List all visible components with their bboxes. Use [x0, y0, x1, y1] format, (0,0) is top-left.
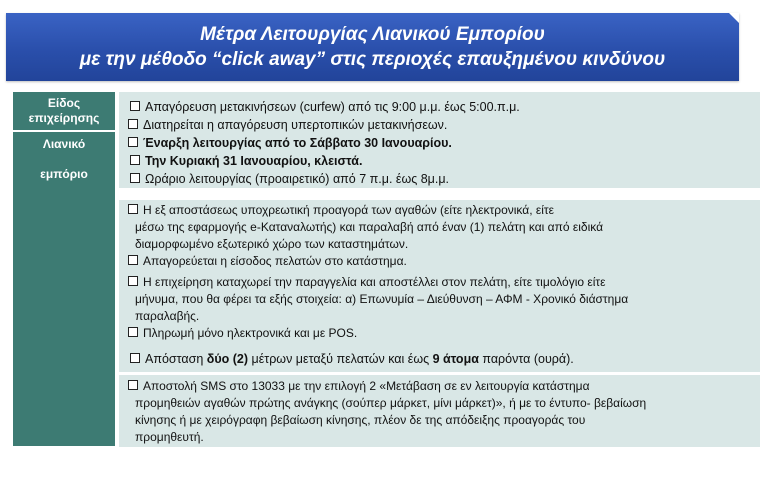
- list-item: [128, 325, 760, 342]
- item-text: Ωράριο λειτουργίας (προαιρετικό) από 7 π.μ. έως 8μ.μ.: [145, 172, 450, 186]
- checkbox-bullet-icon: [128, 119, 138, 129]
- list-item: [128, 378, 760, 395]
- category-line-1: Λιανικό: [42, 137, 86, 151]
- business-category: [13, 132, 115, 446]
- item-text: Αποστολή SMS στο 13033 με την επιλογή 2 «Μετάβαση σε εν λειτουργία κατάστημα: [143, 379, 590, 393]
- category-line-2: εμπόριο: [40, 167, 88, 181]
- measures-row-schedule: [119, 92, 760, 188]
- checkbox-bullet-icon: [128, 255, 138, 265]
- list-item: [128, 171, 760, 188]
- item-text: Η επιχείρηση καταχωρεί την παραγγελία και αποστέλλει στον πελάτη, είτε τιμολόγιο είτε: [143, 275, 606, 289]
- list-item: [128, 117, 760, 134]
- list-item-continuation: προμηθειών αγαθών πρώτης ανάγκης (σούπερ μάρκετ, μίνι μάρκετ)», ή με το έντυπο- βεβαίωση: [135, 396, 647, 410]
- distance-text-2: μέτρων μεταξύ πελατών και έως: [248, 352, 433, 366]
- checkbox-bullet-icon: [128, 276, 138, 286]
- checkbox-bullet-icon: [128, 380, 138, 390]
- list-item-continuation: παραλαβής.: [135, 309, 200, 323]
- list-item: [128, 135, 760, 152]
- header-line-2: επιχείρησης: [28, 111, 100, 125]
- checkbox-bullet-icon: [128, 327, 138, 337]
- checkbox-bullet-icon: [130, 173, 140, 183]
- checkbox-bullet-icon: [130, 155, 140, 165]
- list-item-continuation: προμηθευτή.: [135, 430, 204, 444]
- item-text: Απαγόρευση μετακινήσεων (curfew) από τις 9:00 μ.μ. έως 5:00.π.μ.: [145, 100, 520, 114]
- distance-text-3: παρόντα (ουρά).: [478, 352, 574, 366]
- distance-emphasis-2: 9 άτομα: [432, 352, 479, 366]
- business-type-header: [13, 92, 115, 132]
- measures-row-preorder: [119, 200, 760, 370]
- list-item: [128, 253, 760, 270]
- measures-row-sms: [119, 375, 760, 447]
- checkbox-bullet-icon: [128, 137, 138, 147]
- checkbox-bullet-icon: [130, 101, 140, 111]
- list-item: [128, 99, 760, 116]
- business-type-column: [13, 92, 115, 446]
- header-line-1: Είδος: [47, 96, 81, 110]
- list-item: [128, 351, 760, 368]
- item-text: Την Κυριακή 31 Ιανουαρίου, κλειστά.: [145, 154, 363, 168]
- list-item: [128, 153, 760, 170]
- item-text: Διατηρείται η απαγόρευση υπερτοπικών μετακινήσεων.: [143, 118, 448, 132]
- item-text: Έναρξη λειτουργίας από το Σάββατο 30 Ιανουαρίου.: [143, 136, 452, 150]
- title-line-1: Μέτρα Λειτουργίας Λιανικού Εμπορίου: [200, 24, 545, 45]
- list-item-continuation: μήνυμα, που θα φέρει τα εξής στοιχεία: α) Επωνυμία – Διεύθυνση – ΑΦΜ - Χρονικό διάστημα: [135, 292, 629, 306]
- item-text: Η εξ αποστάσεως υποχρεωτική προαγορά των αγαθών (είτε ηλεκτρονικά, είτε: [143, 203, 554, 217]
- list-item: [128, 202, 760, 219]
- distance-text-1: Απόσταση: [145, 352, 207, 366]
- list-item-continuation: κίνησης ή με χειρόγραφη βεβαίωση κίνησης, πλέον δε της απόδειξης προαγοράς του: [135, 413, 586, 427]
- title-line-2: με την μέθοδο “click away” στις περιοχές επαυξημένου κινδύνου: [79, 49, 666, 70]
- checkbox-bullet-icon: [130, 353, 140, 363]
- checkbox-bullet-icon: [128, 204, 138, 214]
- list-item-continuation: διαμορφωμένο εξωτερικό χώρο των καταστημάτων.: [135, 237, 409, 251]
- item-text: Πληρωμή μόνο ηλεκτρονικά και με POS.: [143, 326, 358, 340]
- banner-corner-fold: [729, 13, 739, 23]
- distance-emphasis-1: δύο (2): [206, 352, 249, 366]
- list-item-continuation: μέσω της εφαρμογής e-Καταναλωτής) και παραλαβή από έναν (1) πελάτη και από ειδικά: [135, 220, 604, 234]
- measures-row-distance: [119, 346, 760, 372]
- title-banner: [6, 13, 739, 81]
- list-item: [128, 274, 760, 291]
- item-text: Απαγορεύεται η είσοδος πελατών στο κατάστημα.: [143, 254, 407, 268]
